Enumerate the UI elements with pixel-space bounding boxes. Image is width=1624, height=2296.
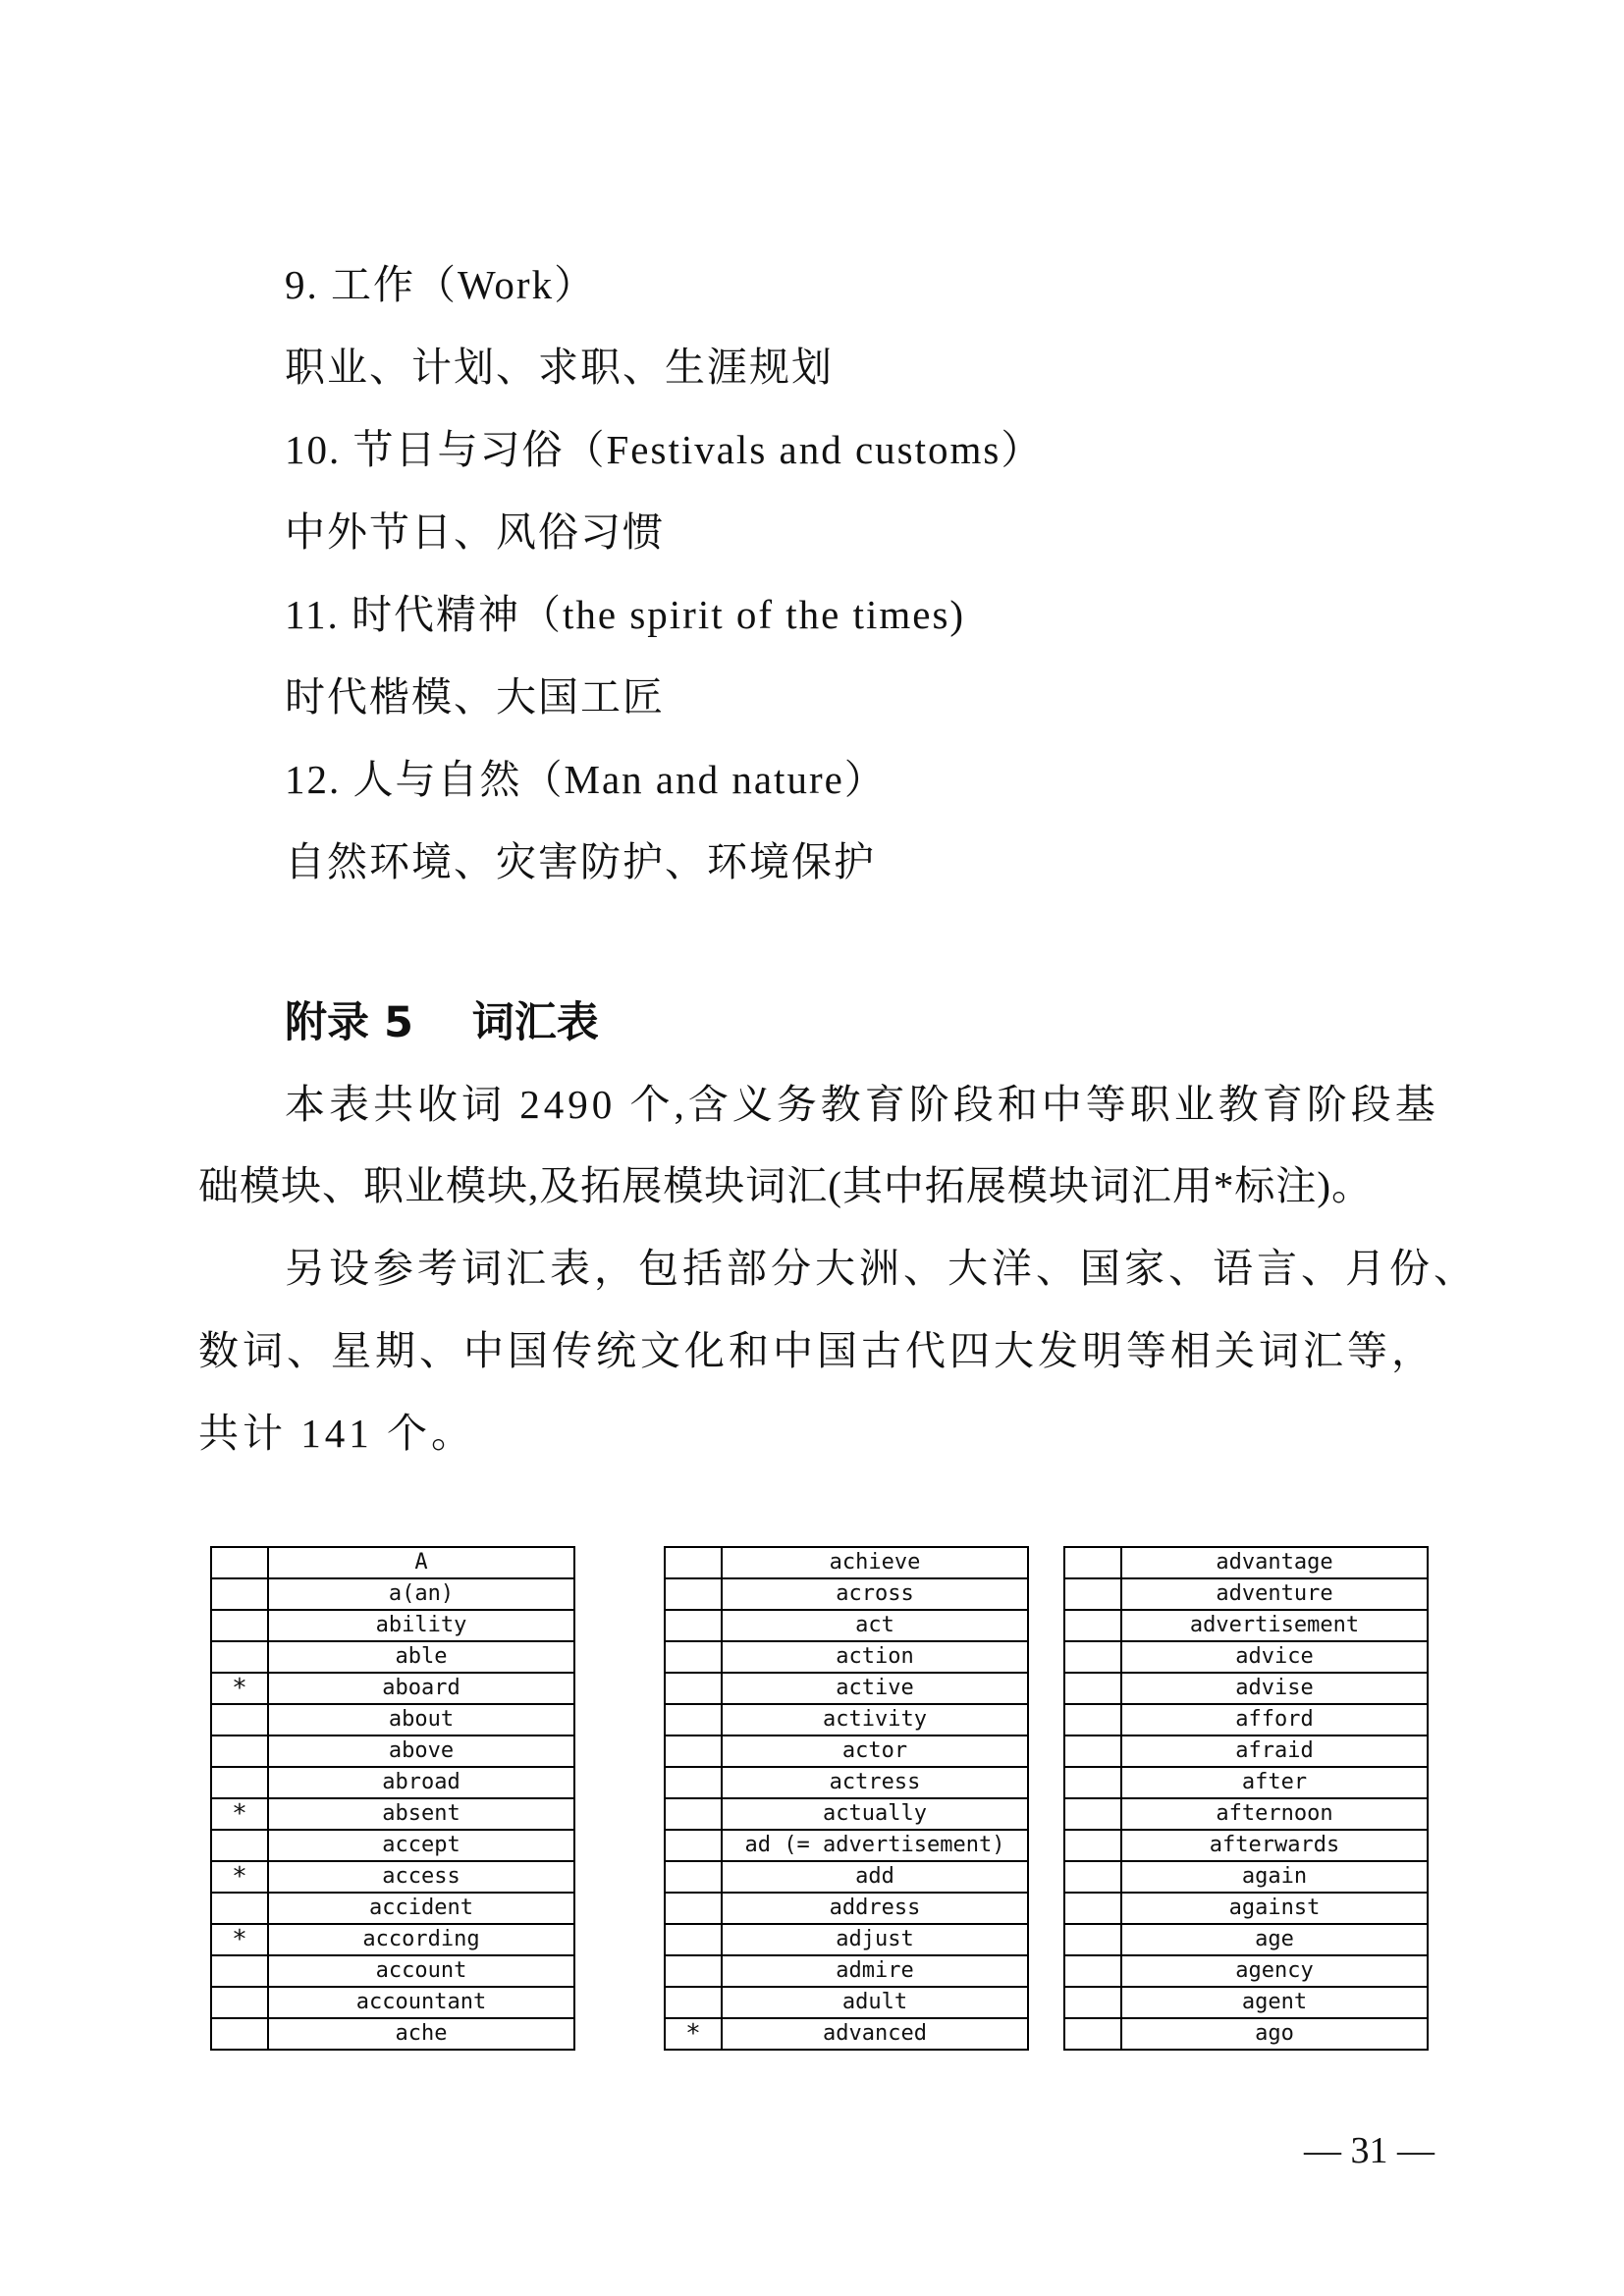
extension-mark xyxy=(211,1547,268,1578)
extension-mark xyxy=(1064,1955,1121,1987)
vocab-word: ache xyxy=(268,2018,574,2050)
vocab-row xyxy=(211,1987,574,2018)
extension-mark xyxy=(665,1610,722,1641)
extension-mark xyxy=(1064,2018,1121,2050)
vocab-word: address xyxy=(722,1893,1028,1924)
vocab-row xyxy=(211,1735,574,1767)
vocab-word: act xyxy=(722,1610,1028,1641)
vocab-word: advertisement xyxy=(1121,1610,1428,1641)
vocab-word: achieve xyxy=(722,1547,1028,1578)
vocab-row xyxy=(1064,2018,1428,2050)
extension-mark xyxy=(1064,1987,1121,2018)
extension-mark xyxy=(1064,1610,1121,1641)
vocab-word: access xyxy=(268,1861,574,1893)
vocab-row xyxy=(211,1830,574,1861)
vocab-word: actor xyxy=(722,1735,1028,1767)
vocab-word: adult xyxy=(722,1987,1028,2018)
vocab-row xyxy=(211,1861,574,1893)
extension-mark xyxy=(1064,1704,1121,1735)
extension-mark xyxy=(1064,1798,1121,1830)
vocab-row xyxy=(1064,1704,1428,1735)
vocab-row xyxy=(665,1641,1028,1673)
appendix-para2-line3: 共计 141 个。 xyxy=(198,1411,475,1456)
appendix-para2-line2: 数词、星期、中国传统文化和中国古代四大发明等相关词汇等， xyxy=(198,1328,1435,1373)
vocab-word: across xyxy=(722,1578,1028,1610)
vocab-row xyxy=(665,1798,1028,1830)
vocab-word: A xyxy=(268,1547,574,1578)
vocab-row xyxy=(1064,1924,1428,1955)
extension-mark xyxy=(211,1704,268,1735)
vocab-row xyxy=(665,1924,1028,1955)
vocab-row xyxy=(1064,1830,1428,1861)
extension-mark xyxy=(665,1673,722,1704)
vocab-row xyxy=(211,1767,574,1798)
extension-mark xyxy=(1064,1830,1121,1861)
topic-11-heading: 11. 时代精神（the spirit of the times) xyxy=(285,592,966,637)
vocab-word: afterwards xyxy=(1121,1830,1428,1861)
vocab-row xyxy=(665,1830,1028,1861)
appendix-para1-line2: 础模块、职业模块,及拓展模块词汇(其中拓展模块词汇用*标注)。 xyxy=(198,1163,1374,1208)
vocab-row xyxy=(665,1547,1028,1578)
vocab-row xyxy=(1064,1955,1428,1987)
appendix-title: 附录 5 词汇表 xyxy=(285,998,599,1047)
vocab-row xyxy=(1064,1767,1428,1798)
vocab-word: agency xyxy=(1121,1955,1428,1987)
extension-mark xyxy=(1064,1673,1121,1704)
extension-mark xyxy=(665,1924,722,1955)
extension-mark xyxy=(665,1578,722,1610)
extension-mark xyxy=(1064,1767,1121,1798)
extension-mark: * xyxy=(665,2018,722,2050)
extension-mark xyxy=(1064,1547,1121,1578)
topic-10-content: 中外节日、风俗习惯 xyxy=(285,509,665,555)
extension-mark xyxy=(1064,1893,1121,1924)
topic-12-heading: 12. 人与自然（Man and nature） xyxy=(285,757,887,802)
extension-mark xyxy=(665,1641,722,1673)
extension-mark xyxy=(211,1735,268,1767)
vocab-word: afternoon xyxy=(1121,1798,1428,1830)
vocab-word: account xyxy=(268,1955,574,1987)
vocab-word: activity xyxy=(722,1704,1028,1735)
vocab-row xyxy=(211,1641,574,1673)
extension-mark: * xyxy=(211,1798,268,1830)
extension-mark xyxy=(665,1767,722,1798)
vocab-row xyxy=(665,1704,1028,1735)
vocab-word: active xyxy=(722,1673,1028,1704)
vocab-word: abroad xyxy=(268,1767,574,1798)
vocab-row xyxy=(211,1704,574,1735)
vocab-word: absent xyxy=(268,1798,574,1830)
vocab-row xyxy=(1064,1893,1428,1924)
extension-mark xyxy=(665,1547,722,1578)
vocab-word: afford xyxy=(1121,1704,1428,1735)
vocab-word: afraid xyxy=(1121,1735,1428,1767)
extension-mark xyxy=(211,1987,268,2018)
extension-mark xyxy=(211,2018,268,2050)
extension-mark: * xyxy=(211,1673,268,1704)
vocab-word: adventure xyxy=(1121,1578,1428,1610)
vocab-word: agent xyxy=(1121,1987,1428,2018)
extension-mark xyxy=(211,1641,268,1673)
vocab-word: again xyxy=(1121,1861,1428,1893)
vocab-row xyxy=(1064,1987,1428,2018)
vocab-row xyxy=(665,1987,1028,2018)
topic-11-content: 时代楷模、大国工匠 xyxy=(285,674,665,720)
vocab-row xyxy=(211,1547,574,1578)
vocab-word: advise xyxy=(1121,1673,1428,1704)
extension-mark xyxy=(665,1861,722,1893)
topic-9-content: 职业、计划、求职、生涯规划 xyxy=(285,345,834,390)
vocab-word: ago xyxy=(1121,2018,1428,2050)
vocab-word: age xyxy=(1121,1924,1428,1955)
vocab-word: above xyxy=(268,1735,574,1767)
appendix-para2-line1: 另设参考词汇表，包括部分大洲、大洋、国家、语言、月份、 xyxy=(285,1246,1478,1291)
appendix-para1-line1: 本表共收词 2490 个,含义务教育阶段和中等职业教育阶段基 xyxy=(285,1082,1439,1127)
vocab-word: advanced xyxy=(722,2018,1028,2050)
topic-12-content: 自然环境、灾害防护、环境保护 xyxy=(285,839,876,884)
extension-mark xyxy=(665,1704,722,1735)
vocab-row xyxy=(665,1673,1028,1704)
vocab-word: after xyxy=(1121,1767,1428,1798)
vocab-word: accident xyxy=(268,1893,574,1924)
extension-mark xyxy=(665,1987,722,2018)
vocab-row xyxy=(211,2018,574,2050)
vocab-row xyxy=(1064,1798,1428,1830)
vocab-word: accountant xyxy=(268,1987,574,2018)
vocab-table-3 xyxy=(1063,1546,1429,2051)
extension-mark xyxy=(211,1767,268,1798)
vocab-word: action xyxy=(722,1641,1028,1673)
extension-mark xyxy=(211,1610,268,1641)
vocab-row xyxy=(665,2018,1028,2050)
vocab-word: actually xyxy=(722,1798,1028,1830)
vocab-word: actress xyxy=(722,1767,1028,1798)
extension-mark xyxy=(211,1578,268,1610)
vocab-word: advice xyxy=(1121,1641,1428,1673)
vocab-word: aboard xyxy=(268,1673,574,1704)
vocab-word: accept xyxy=(268,1830,574,1861)
extension-mark xyxy=(1064,1861,1121,1893)
extension-mark xyxy=(211,1893,268,1924)
vocab-row xyxy=(665,1955,1028,1987)
vocab-word: able xyxy=(268,1641,574,1673)
vocab-row xyxy=(211,1893,574,1924)
extension-mark xyxy=(665,1830,722,1861)
vocab-row xyxy=(211,1610,574,1641)
vocab-row xyxy=(1064,1673,1428,1704)
vocab-word: advantage xyxy=(1121,1547,1428,1578)
vocab-row xyxy=(665,1578,1028,1610)
extension-mark xyxy=(665,1955,722,1987)
vocab-row xyxy=(211,1924,574,1955)
vocab-word: adjust xyxy=(722,1924,1028,1955)
vocab-row xyxy=(1064,1861,1428,1893)
vocab-row xyxy=(1064,1641,1428,1673)
vocab-row xyxy=(211,1798,574,1830)
topic-9-heading: 9. 工作（Work） xyxy=(285,262,597,307)
vocab-row xyxy=(665,1767,1028,1798)
extension-mark xyxy=(1064,1924,1121,1955)
vocab-row xyxy=(665,1893,1028,1924)
extension-mark xyxy=(211,1955,268,1987)
extension-mark xyxy=(211,1830,268,1861)
vocab-row xyxy=(665,1735,1028,1767)
vocab-word: admire xyxy=(722,1955,1028,1987)
vocab-word: ad (= advertisement) xyxy=(722,1830,1028,1861)
topic-10-heading: 10. 节日与习俗（Festivals and customs） xyxy=(285,427,1044,472)
vocab-row xyxy=(1064,1610,1428,1641)
page-number: — 31 — xyxy=(1304,2130,1435,2171)
vocab-word: a(an) xyxy=(268,1578,574,1610)
vocab-word: add xyxy=(722,1861,1028,1893)
vocab-table-2 xyxy=(664,1546,1029,2051)
extension-mark: * xyxy=(211,1924,268,1955)
extension-mark xyxy=(665,1893,722,1924)
vocab-row xyxy=(211,1578,574,1610)
vocab-row xyxy=(1064,1735,1428,1767)
vocab-word: ability xyxy=(268,1610,574,1641)
vocab-row xyxy=(665,1610,1028,1641)
extension-mark xyxy=(1064,1641,1121,1673)
vocab-word: against xyxy=(1121,1893,1428,1924)
vocab-word: according xyxy=(268,1924,574,1955)
extension-mark xyxy=(665,1798,722,1830)
vocab-table-1 xyxy=(210,1546,575,2051)
extension-mark xyxy=(1064,1578,1121,1610)
vocab-row xyxy=(1064,1547,1428,1578)
extension-mark xyxy=(1064,1735,1121,1767)
vocab-row xyxy=(665,1861,1028,1893)
vocab-row xyxy=(1064,1578,1428,1610)
extension-mark: * xyxy=(211,1861,268,1893)
vocab-row xyxy=(211,1673,574,1704)
vocab-row xyxy=(211,1955,574,1987)
extension-mark xyxy=(665,1735,722,1767)
vocab-word: about xyxy=(268,1704,574,1735)
